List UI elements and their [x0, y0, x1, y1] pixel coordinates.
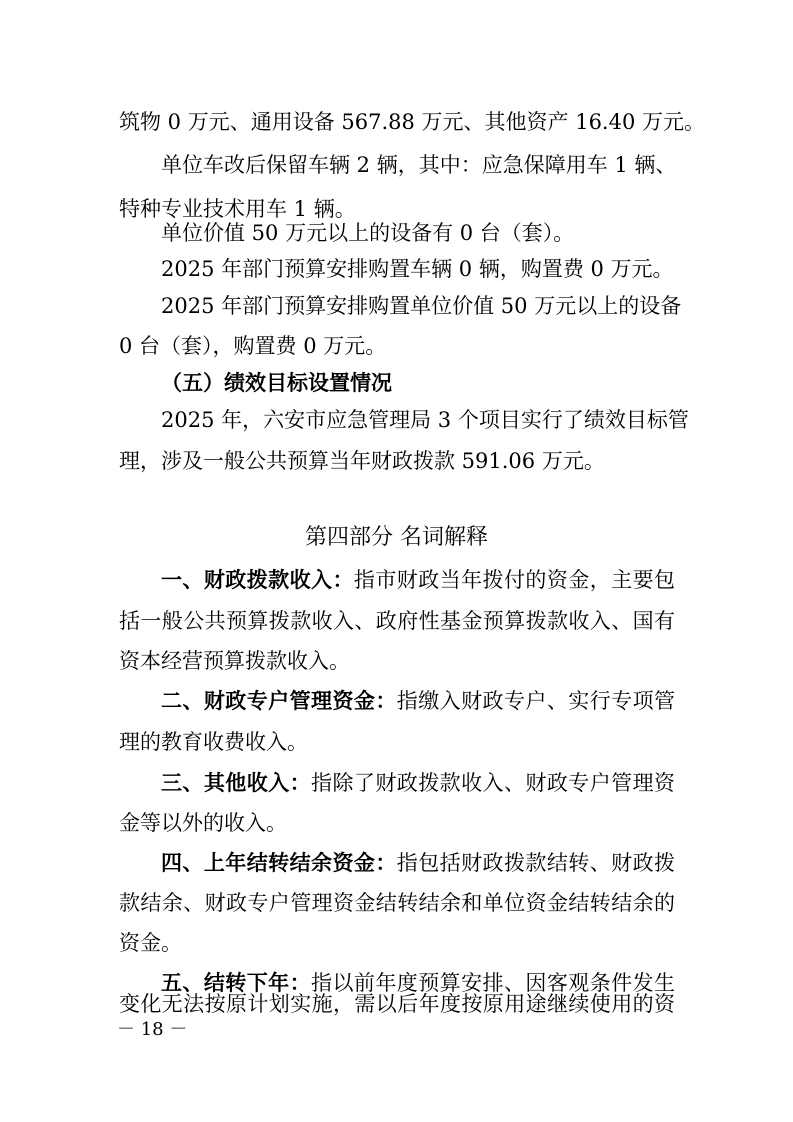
paragraph-first-line: 2025 年部门预算安排购置车辆 0 辆，购置费 0 万元。: [161, 257, 674, 281]
term-first-line: [161, 763, 675, 803]
term-line: 金等以外的收入。: [119, 811, 287, 835]
term-first-line: [161, 843, 675, 883]
continuation-line: 筑物 0 万元、通用设备 567.88 万元、其他资产 16.40 万元。: [119, 110, 706, 134]
section-title: 第四部分 名词解释: [305, 525, 488, 550]
term-definition: 指除了财政拨款收入、财政专户管理资: [311, 771, 676, 795]
page-number: － 18 －: [117, 1019, 188, 1040]
term-line: 理的教育收费收入。: [119, 730, 308, 754]
subsection-heading: （五）绩效目标设置情况: [161, 371, 392, 395]
term-line: 款结余、财政专户管理资金结转结余和单位资金结转结余的: [119, 891, 675, 915]
term-line: 资金。: [119, 931, 182, 955]
paragraph-first-line: 单位车改后保留车辆 2 辆，其中：应急保障用车 1 辆、: [161, 153, 677, 177]
term-first-line: [161, 681, 675, 721]
paragraph-first-line: 2025 年部门预算安排购置单位价值 50 万元以上的设备: [161, 294, 682, 318]
term-definition: 指市财政当年拨付的资金，主要包: [353, 568, 676, 592]
term-first-line: [161, 560, 675, 600]
paragraph-line: 特种专业技术用车 1 辆。: [119, 197, 356, 221]
term-definition: 指包括财政拨款结转、财政拨: [396, 851, 676, 875]
term-line: 括一般公共预算拨款收入、政府性基金预算拨款收入、国有: [119, 609, 675, 633]
term-label: 三、其他收入：: [161, 771, 312, 795]
term-label: 二、财政专户管理资金：: [161, 689, 397, 713]
term-definition: 指以前年度预算安排、因客观条件发生: [311, 971, 676, 995]
term-label: 四、上年结转结余资金：: [161, 851, 397, 875]
paragraph-first-line: 2025 年，六安市应急管理局 3 个项目实行了绩效目标管: [161, 408, 689, 432]
term-line: 资本经营预算拨款收入。: [119, 649, 350, 673]
paragraph-first-line: 单位价值 50 万元以上的设备有 0 台（套）。: [161, 221, 575, 245]
term-definition: 指缴入财政专户、实行专项管: [396, 689, 676, 713]
term-label: 五、结转下年：: [161, 971, 312, 995]
paragraph-line: 0 台（套），购置费 0 万元。: [119, 334, 387, 358]
term-line: 变化无法按原计划实施，需以后年度按原用途继续使用的资: [119, 992, 675, 1016]
term-label: 一、财政拨款收入：: [161, 568, 354, 592]
paragraph-line: 理，涉及一般公共预算当年财政拨款 591.06 万元。: [119, 449, 605, 473]
